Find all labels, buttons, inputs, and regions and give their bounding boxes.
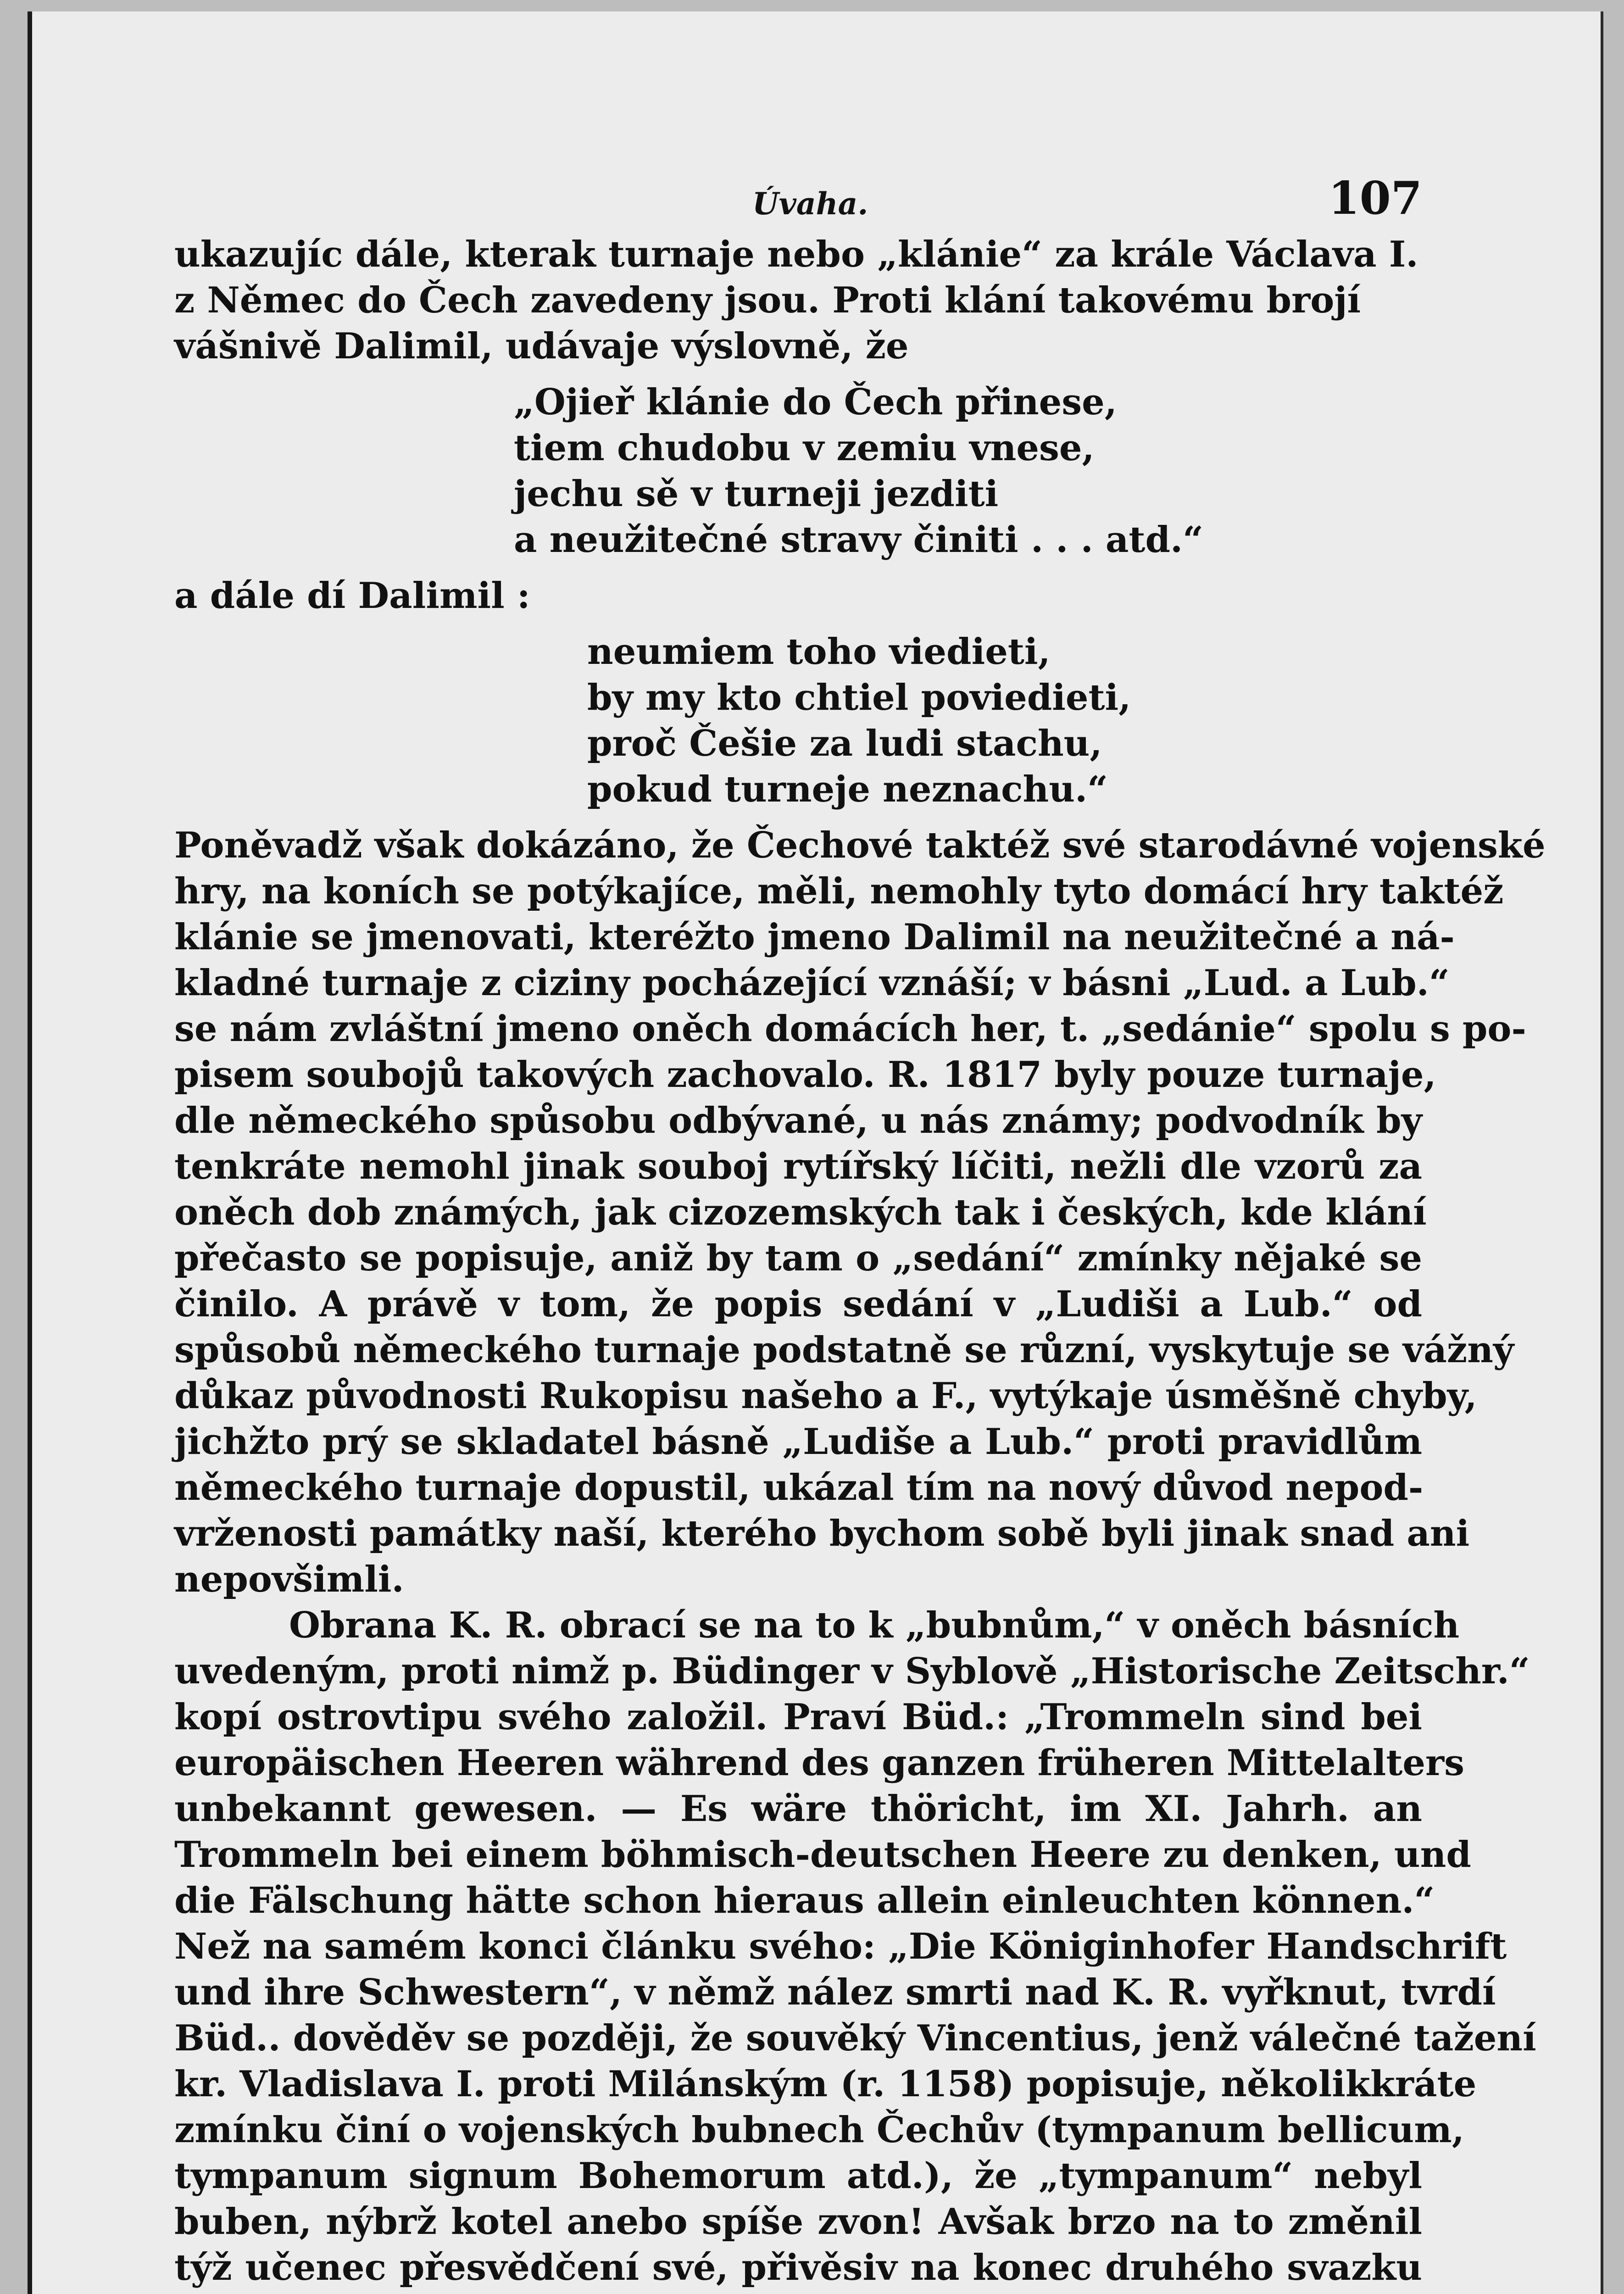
text-line: hry, na koních se potýkajíce, měli, nemohly tyto domácí hry taktéž [174,870,1504,912]
text-line: by my kto chtiel poviedieti, [587,677,1131,718]
text-line: jechu sě v turneji jezditi [514,473,999,515]
text-line: die Fälschung hätte schon hieraus allein einleuchten können.“ [174,1880,1435,1921]
page-number: 107 [1328,172,1422,225]
text-line: kr. Vladislava I. proti Milánským (r. 1158) popisuje, několikkráte [174,2063,1477,2105]
text-line: tympanum signum Bohemorum atd.), že „tympanum“ nebyl [174,2155,1422,2197]
text-line: Poněvadž však dokázáno, že Čechové taktéž své starodávné vojenské [174,824,1546,866]
page-header [174,167,1422,232]
text-line: uvedeným, proti nimž p. Büdinger v Syblově „Historische Zeitschr.“ [174,1650,1530,1692]
text-line: Trommeln bei einem böhmisch-deutschen Heere zu denken, und [174,1834,1471,1876]
text-line: klánie se jmenovati, kteréžto jmeno Dalimil na neužitečné a ná- [174,916,1455,958]
text-line: unbekannt gewesen. — Es wäre thöricht, im XI. Jahrh. an [174,1788,1422,1830]
scanned-page [28,11,1603,2294]
text-line: německého turnaje dopustil, ukázal tím na nový důvod nepod- [174,1467,1424,1509]
text-line: nepovšimli. [174,1559,404,1600]
text-line: Obrana K. R. obrací se na to k „bubnům,“ v oněch básních [289,1604,1460,1646]
text-line: neumiem toho viedieti, [587,631,1051,673]
text-line: oněch dob známých, jak cizozemských tak i českých, kde klání [174,1192,1427,1233]
text-line: z Němec do Čech zavedeny jsou. Proti klání takovému brojí [174,279,1361,321]
text-line: důkaz původnosti Rukopisu našeho a F., vytýkaje úsměšně chyby, [174,1375,1477,1417]
text-line: vášnivě Dalimil, udávaje výslovně, že [174,325,909,367]
text-line: činilo. A právě v tom, že popis sedání v „Ludiši a Lub.“ od [174,1283,1422,1325]
stanza-gap [174,369,1422,379]
text-line: pokud turneje neznachu.“ [587,768,1108,810]
body-text [174,232,1546,2291]
text-line: týž učenec přesvědčení své, přivěsiv na konec druhého svazku [174,2247,1422,2288]
text-line: kopí ostrovtipu svého založil. Praví Büd.: „Trommeln sind bei [174,1696,1422,1738]
text-line: proč Češie za ludi stachu, [587,723,1102,764]
text-line: se nám zvláštní jmeno oněch domácích her, t. „sedánie“ spolu s po- [174,1008,1526,1050]
text-line: dle německého spůsobu odbývané, u nás známy; podvodník by [174,1100,1422,1141]
text-line: pisem soubojů takových zachovalo. R. 1817 byly pouze turnaje, [174,1054,1436,1096]
text-line: a neužitečné stravy činiti . . . atd.“ [514,519,1204,561]
text-line: kladné turnaje z ciziny pocházející vznáší; v básni „Lud. a Lub.“ [174,962,1450,1004]
text-line: spůsobů německého turnaje podstatně se různí, vyskytuje se vážný [174,1329,1514,1371]
text-line: tiem chudobu v zemiu vnese, [514,427,1095,469]
text-line: jichžto prý se skladatel básně „Ludiše a Lub.“ proti pravidlům [174,1421,1422,1463]
text-line: tenkráte nemohl jinak souboj rytířský líčiti, nežli dle vzorů za [174,1146,1422,1187]
text-line: und ihre Schwestern“, v němž nález smrti nad K. R. vyřknut, tvrdí [174,1971,1496,2013]
stanza-gap [174,813,1422,823]
text-line: ukazujíc dále, kterak turnaje nebo „klánie“ za krále Václava I. [174,234,1418,275]
stanza-gap [174,563,1422,573]
text-line: europäischen Heeren während des ganzen früheren Mittelalters [174,1742,1465,1784]
text-line: Než na samém konci článku svého: „Die Königinhofer Handschrift [174,1926,1507,1967]
text-line: a dále dí Dalimil : [174,575,530,617]
text-line: buben, nýbrž kotel anebo spíše zvon! Avšak brzo na to změnil [174,2201,1422,2243]
text-line: „Ojieř klánie do Čech přinese, [514,381,1117,423]
text-line: přečasto se popisuje, aniž by tam o „sedání“ zmínky nějaké se [174,1237,1422,1279]
text-line: Büd.. dověděv se později, že souvěký Vincentius, jenž válečné tažení [174,2017,1536,2059]
running-title: Úvaha. [752,186,868,222]
page-text-area [174,167,1546,2291]
text-line: zmínku činí o vojenských bubnech Čechův (tympanum bellicum, [174,2109,1464,2151]
text-line: vrženosti památky naší, kterého bychom sobě byli jinak snad ani [174,1513,1470,1554]
stanza-gap [174,619,1422,629]
